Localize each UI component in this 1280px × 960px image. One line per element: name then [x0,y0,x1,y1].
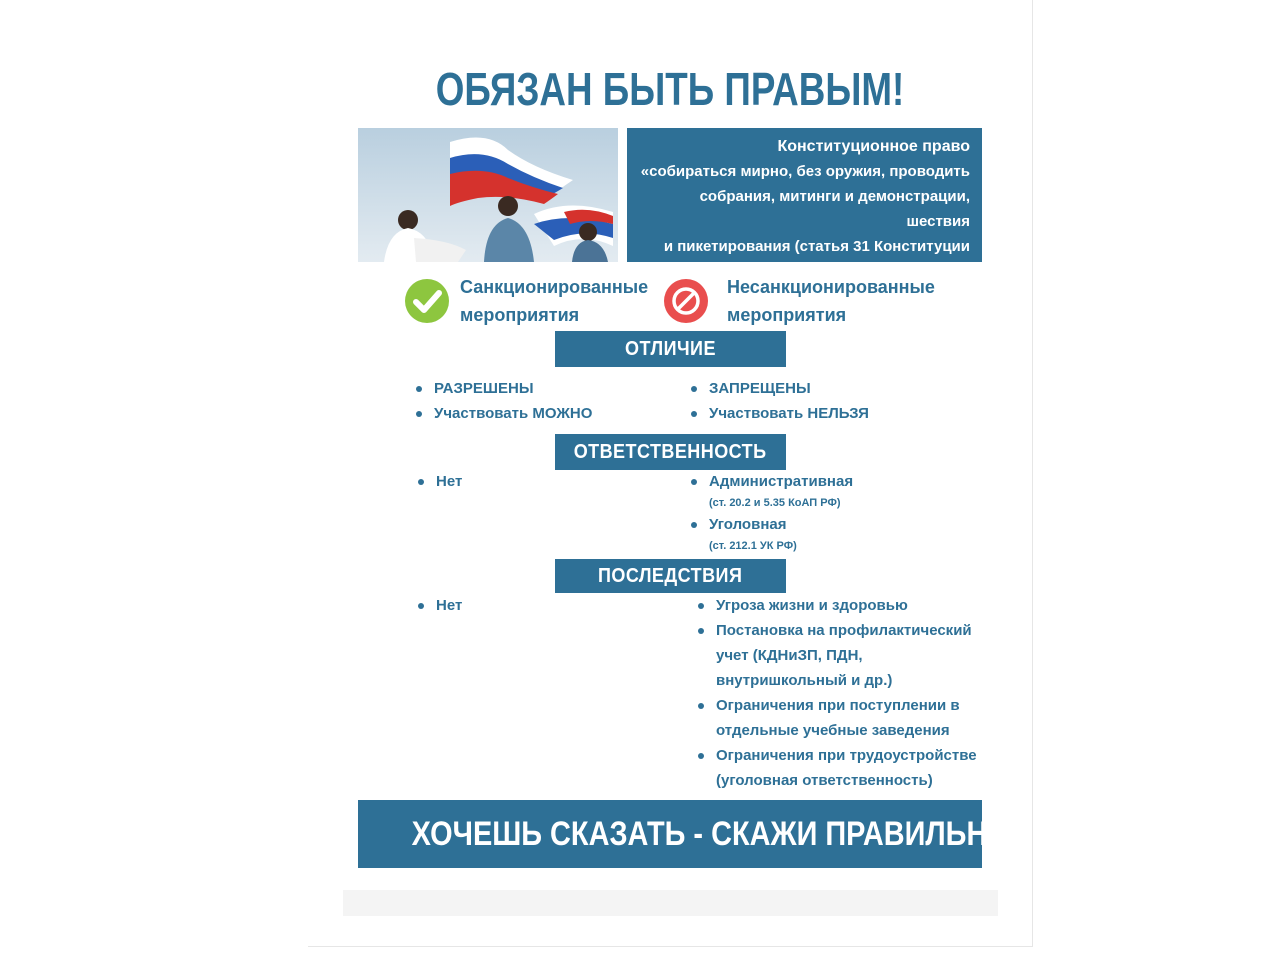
list-item: ЗАПРЕЩЕНЫ [691,376,869,401]
difference-header-text: ОТЛИЧИЕ [625,338,716,360]
list-item-line: учет (КДНиЗП, ПДН, [716,647,863,664]
difference-header [555,331,786,367]
list-item: Административная [691,469,853,494]
list-item: Уголовная [691,512,853,537]
list-item: Участвовать НЕЛЬЗЯ [691,401,869,426]
consequences-left-list [418,593,462,618]
responsibility-header [555,434,786,470]
list-item [698,693,977,743]
consequences-header [555,559,786,593]
slogan-banner [358,800,1020,868]
sanctioned-label [460,273,648,329]
slogan-text: ХОЧЕШЬ СКАЗАТЬ - СКАЖИ ПРАВИЛЬНО! [411,815,1020,853]
list-item [698,743,977,793]
unsanctioned-label [727,273,935,329]
people-with-flags-image [358,128,618,262]
difference-left-list [416,376,592,426]
constitution-text-line: «собираться мирно, без оружия, проводить [640,163,970,180]
consequences-header-text: ПОСЛЕДСТВИЯ [598,565,743,587]
sanctioned-line: Санкционированные [460,277,649,297]
list-item [698,593,977,618]
list-item: Нет [418,593,462,618]
list-item-line: внутришкольный и др.) [716,672,893,689]
difference-right-list [691,376,869,426]
constitution-box [627,128,982,280]
constitution-heading: Конституционное право [777,138,970,155]
list-item: РАЗРЕШЕНЫ [416,376,592,401]
list-item [698,618,977,693]
list-item-line: отдельные учебные заведения [716,722,950,739]
constitution-text-line: и пикетирования (статья 31 Конституции [663,238,970,255]
constitution-text-line: собрания, митинги и демонстрации, шествия [699,188,970,230]
constitution-text-line: Российской Федерации)» [780,263,970,280]
ban-icon [663,278,709,329]
list-item-line: Постановка на профилактический [716,622,972,639]
footer-strip [343,890,998,916]
responsibility-header-text: ОТВЕТСТВЕННОСТЬ [574,441,767,463]
check-icon [404,278,450,329]
list-item-line: Ограничения при трудоустройстве [716,747,977,764]
unsanctioned-line: Несанкционированные [727,277,935,297]
responsibility-right-list [691,469,853,555]
list-item-line: (уголовная ответственность) [716,772,933,789]
consequences-right-list [698,593,977,793]
unsanctioned-line: мероприятия [727,305,847,325]
law-reference: (ст. 212.1 УК РФ) [709,540,797,552]
poster-title: ОБЯЗАН БЫТЬ ПРАВЫМ! [435,63,905,115]
sanctioned-line: мероприятия [460,305,580,325]
list-item: Участвовать МОЖНО [416,401,592,426]
flag-photo [358,128,618,262]
law-reference: (ст. 20.2 и 5.35 КоАП РФ) [709,497,841,509]
responsibility-left-list [418,469,462,494]
list-item: Нет [418,469,462,494]
list-item-line: Ограничения при поступлении в [716,697,960,714]
list-item-line: Угроза жизни и здоровью [716,597,908,614]
